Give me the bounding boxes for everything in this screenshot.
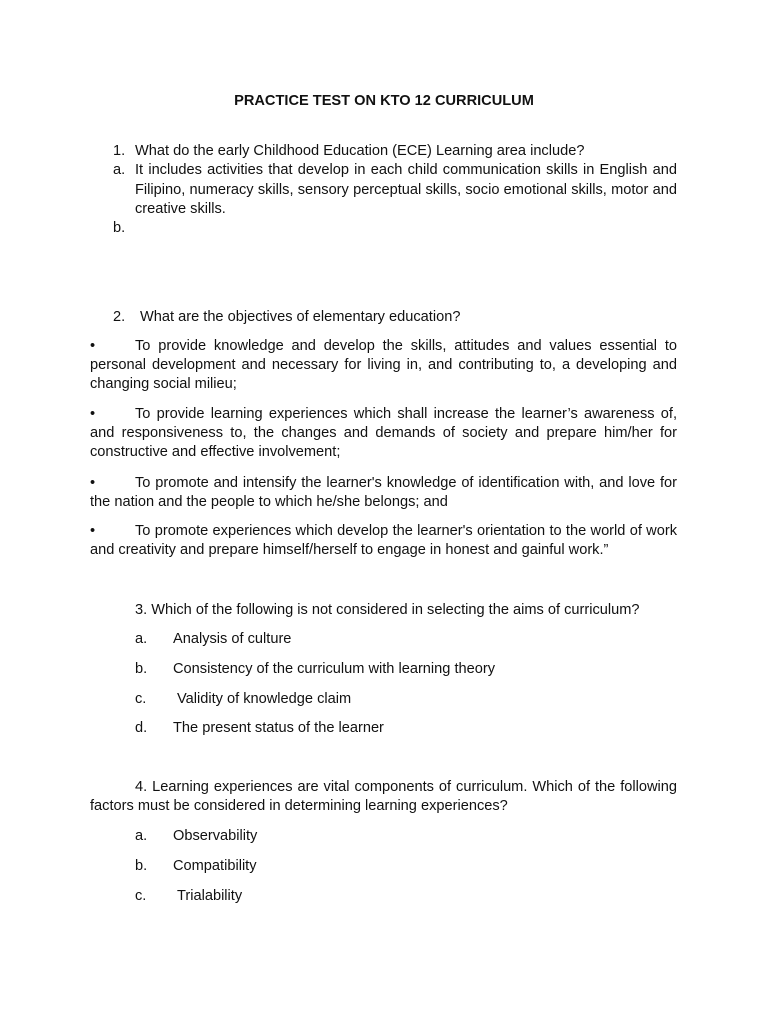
q3-option-c-letter: c. bbox=[135, 691, 147, 707]
question-1-number: 1. bbox=[113, 143, 126, 159]
q3-option-b-text: Consistency of the curriculum with learning theory bbox=[173, 661, 496, 677]
q4-option-a-text: Observability bbox=[173, 828, 258, 844]
q4-option-c-letter: c. bbox=[135, 888, 147, 904]
objective-2-bullet: • bbox=[90, 406, 96, 422]
q3-option-c-text: Validity of knowledge claim bbox=[177, 691, 352, 707]
answer-a-letter: a. bbox=[113, 162, 126, 178]
question-1-text: What do the early Childhood Education (ECE) Learning area include? bbox=[135, 143, 585, 159]
q3-option-d-text: The present status of the learner bbox=[173, 720, 384, 736]
question-2-number: 2. bbox=[113, 309, 126, 325]
page-title: PRACTICE TEST ON KTO 12 CURRICULUM bbox=[234, 93, 534, 109]
question-2-text: What are the objectives of elementary education? bbox=[140, 309, 461, 325]
objective-1: To provide knowledge and develop the skills, attitudes and values essential to personal development and necessary for living in, and contributing to, a developing and changing social milieu; bbox=[90, 338, 677, 392]
question-4-text: 4. Learning experiences are vital components of curriculum. Which of the following factors must be considered in determining learning experiences? bbox=[90, 779, 677, 814]
answer-b-letter: b. bbox=[113, 220, 126, 236]
q4-option-b-text: Compatibility bbox=[173, 858, 257, 874]
objective-4-bullet: • bbox=[90, 523, 96, 539]
answer-a-text: It includes activities that develop in each child communication skills in English and Filipino, numeracy skills, sensory perceptual skills, socio emotional skills, motor and creative skills. bbox=[135, 162, 677, 217]
objective-4: To promote experiences which develop the learner's orientation to the world of work and creativity and prepare himself/herself to engage in honest and gainful work.” bbox=[90, 523, 677, 558]
objective-2: To provide learning experiences which shall increase the learner’s awareness of, and responsiveness to, the changes and demands of society and prepare him/her for constructive and effective involvement; bbox=[90, 406, 677, 460]
objective-1-bullet: • bbox=[90, 338, 96, 354]
q3-option-b-letter: b. bbox=[135, 661, 148, 677]
objective-3: To promote and intensify the learner's knowledge of identification with, and love for the nation and the people to which he/she belongs; and bbox=[90, 475, 677, 510]
q4-option-b-letter: b. bbox=[135, 858, 148, 874]
q3-option-d-letter: d. bbox=[135, 720, 148, 736]
objective-3-bullet: • bbox=[90, 475, 96, 491]
q3-option-a-text: Analysis of culture bbox=[173, 631, 292, 647]
q3-option-a-letter: a. bbox=[135, 631, 148, 647]
q4-option-a-letter: a. bbox=[135, 828, 148, 844]
q4-option-c-text: Trialability bbox=[177, 888, 243, 904]
question-3-text: 3. Which of the following is not considered in selecting the aims of curriculum? bbox=[135, 602, 640, 618]
